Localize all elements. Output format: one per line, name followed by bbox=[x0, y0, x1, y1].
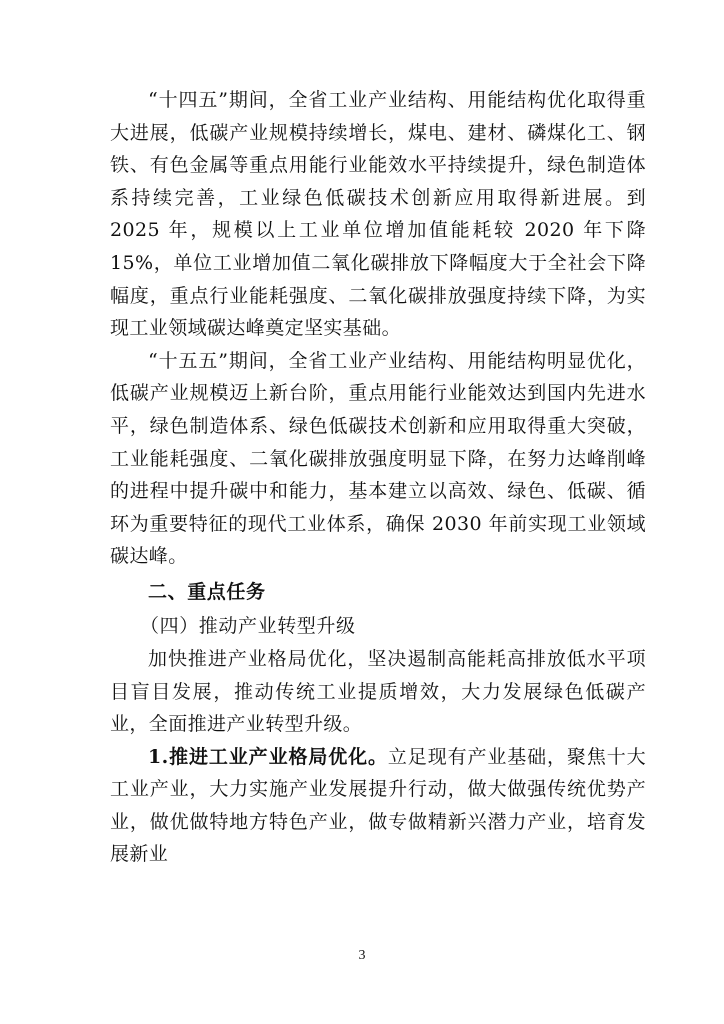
document-page bbox=[110, 84, 646, 871]
item-1-text: 立足现有产业基础，聚焦十大工业产业，大力实施产业发展提升行动，做大做强传统优势产业，做优做特地方特色产业，做专做精新兴潜力产业，培育发展新业 bbox=[110, 745, 646, 866]
paragraph-15th-five-year-plan: “十五五”期间，全省工业产业结构、用能结构明显优化，低碳产业规模迈上新台阶，重点用能行业能效达到国内先进水平，绿色制造体系、绿色低碳技术创新和应用取得重大突破，工业能耗强度、二氧化碳排放强度明显下降，在努力达峰削峰的进程中提升碳中和能力，基本建立以高效、绿色、低碳、循环为重要特征的现代工业体系，确保 2030 年前实现工业领域碳达峰。 bbox=[110, 349, 646, 568]
subsection-heading: （四）推动产业转型升级 bbox=[140, 614, 356, 637]
item-1-paragraph bbox=[110, 741, 646, 871]
subsection-intro-paragraph: 加快推进产业格局优化，坚决遏制高能耗高排放低水平项目盲目发展，推动传统工业提质增效，大力发展绿色低碳产业，全面推进产业转型升级。 bbox=[110, 647, 646, 736]
section-heading: 二、重点任务 bbox=[148, 580, 266, 603]
page-number: 3 bbox=[358, 948, 366, 963]
item-1-lead: 1.推进工业产业格局优化。 bbox=[148, 745, 388, 768]
paragraph-14th-five-year-plan: “十四五”期间，全省工业产业结构、用能结构优化取得重大进展，低碳产业规模持续增长，煤电、建材、磷煤化工、钢铁、有色金属等重点用能行业能效水平持续提升，绿色制造体系持续完善，工业绿色低碳技术创新应用取得新进展。到 2025 年，规模以上工业单位增加值能耗较 2020 年下降 15%，单位工业增加值二氧化碳排放下降幅度大于全社会下降幅度，重点行业能耗强度、二氧化碳排放强度持续下降，为实现工业领域碳达峰奠定坚实基础。 bbox=[110, 89, 646, 340]
